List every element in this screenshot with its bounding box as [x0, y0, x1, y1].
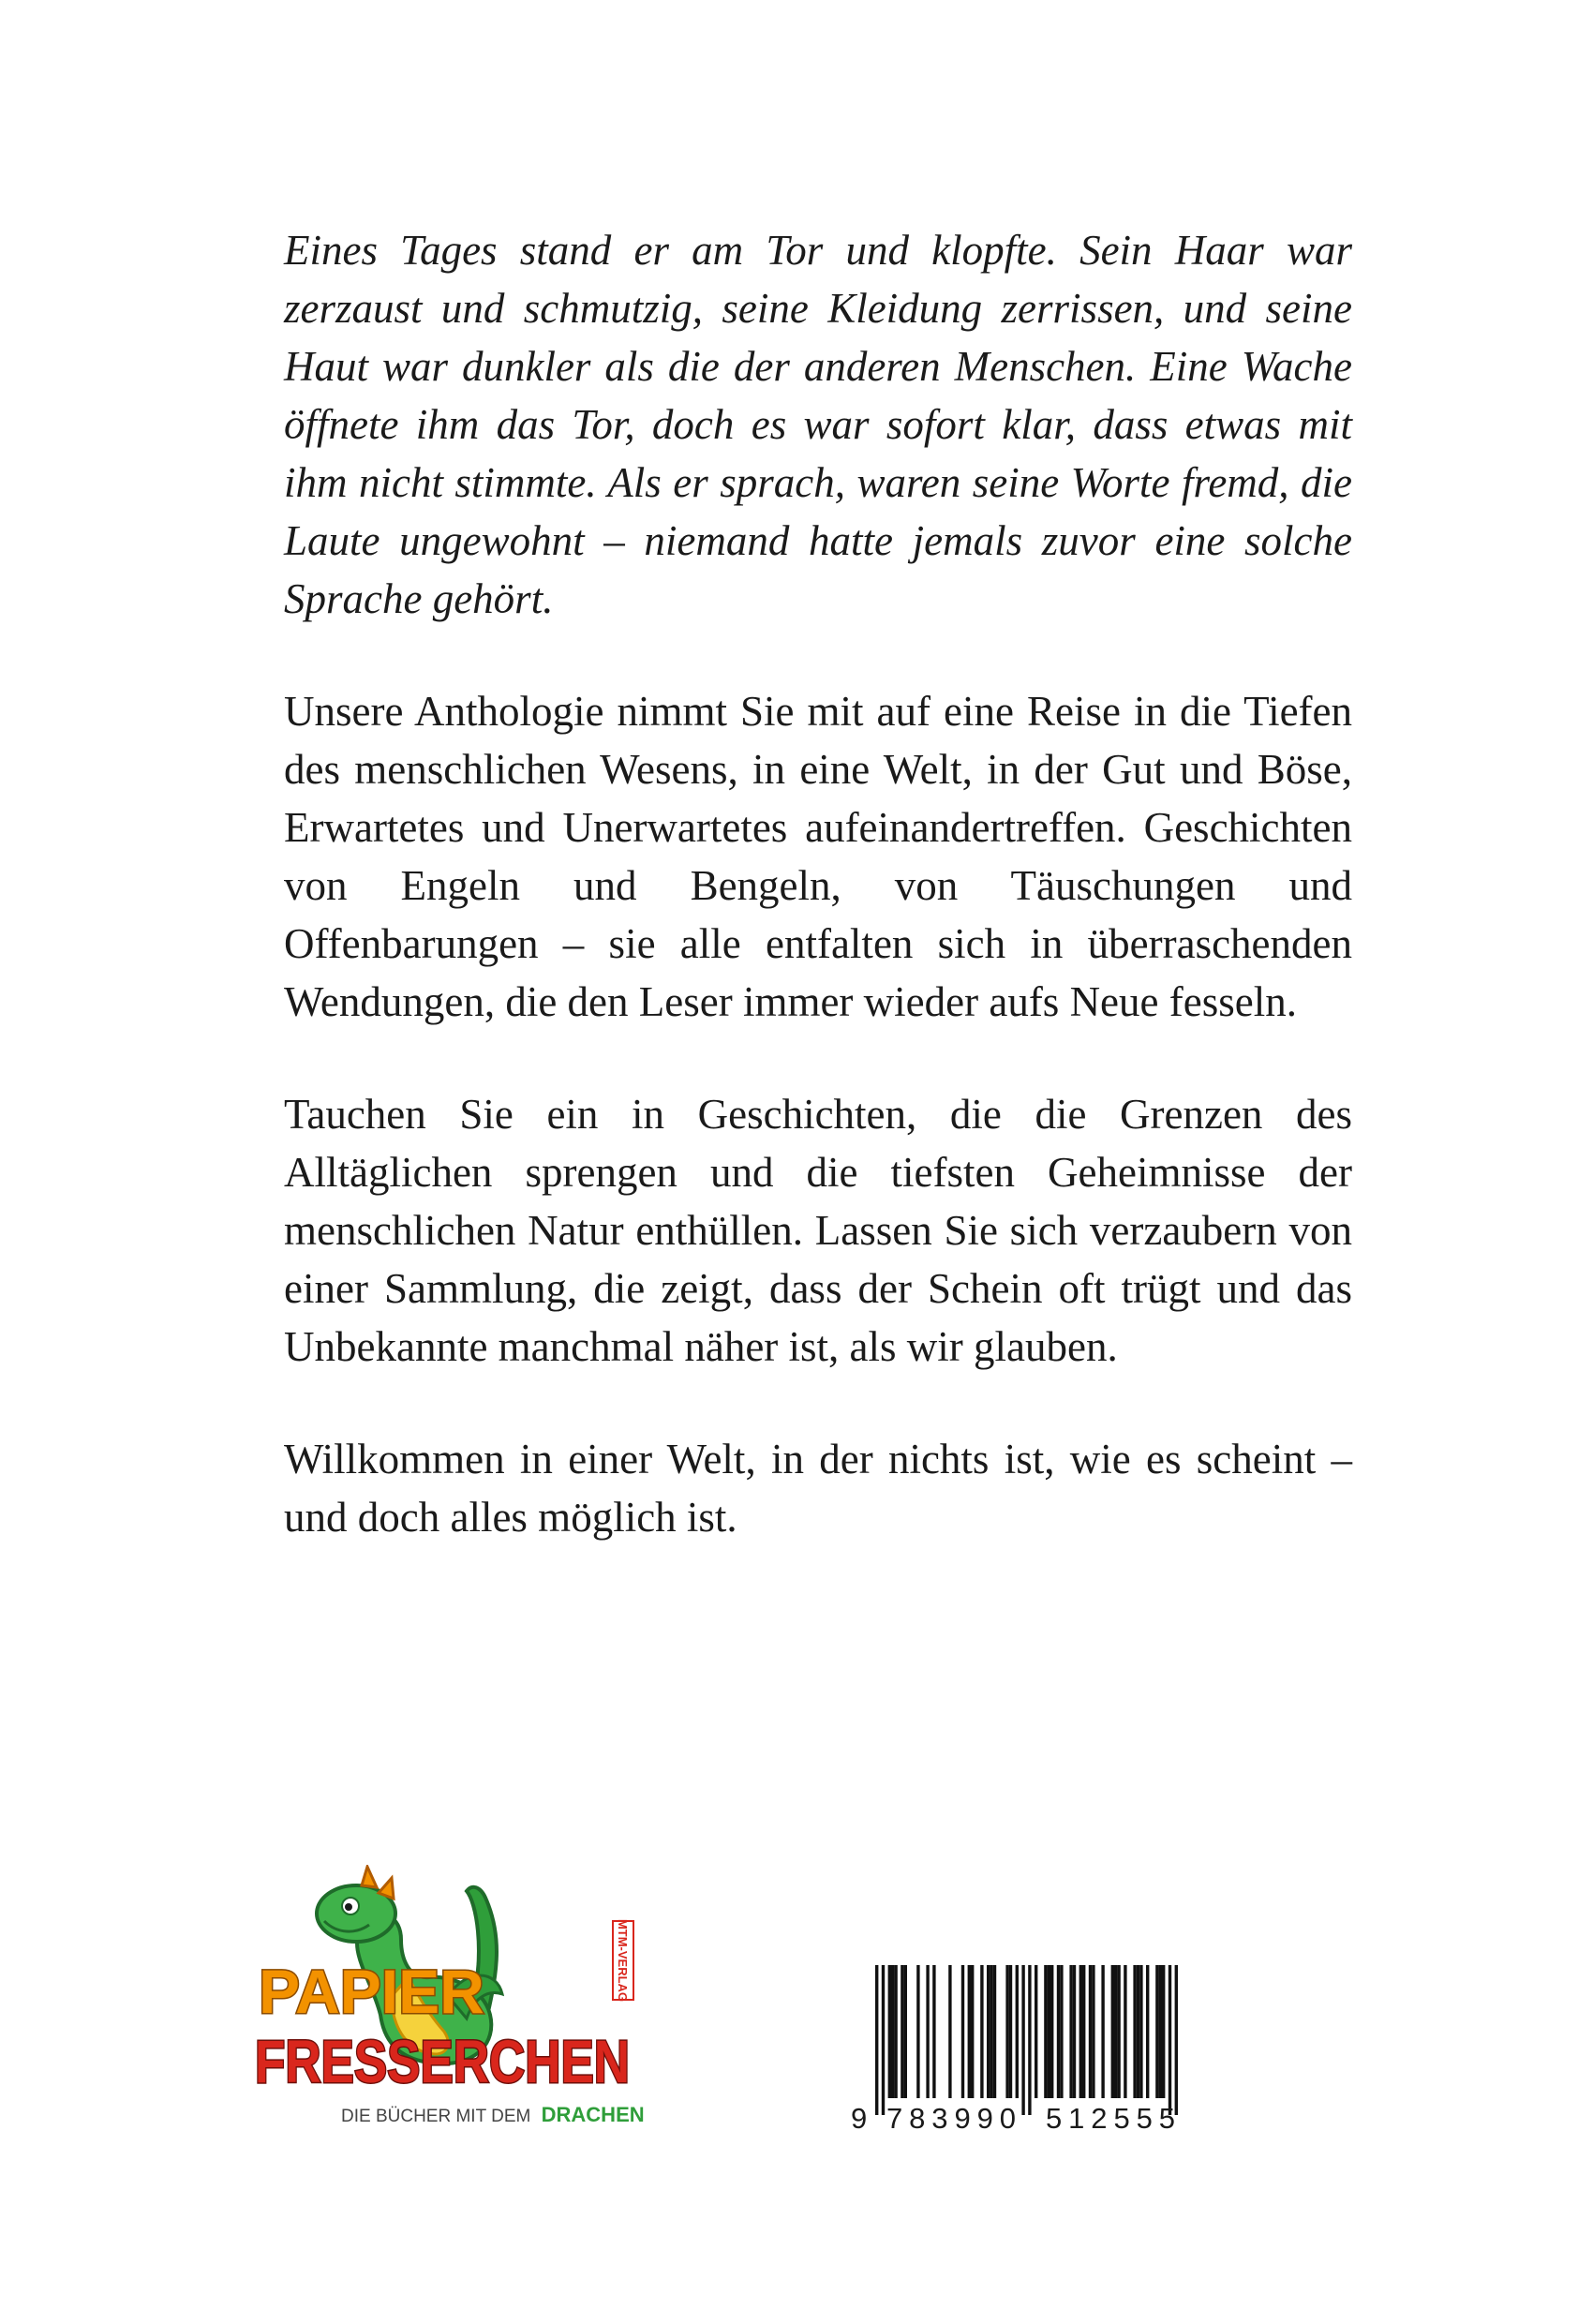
barcode-bar [1117, 1965, 1120, 2098]
barcode-bar [1092, 1965, 1094, 2098]
barcode-bar [1005, 1965, 1008, 2098]
isbn-barcode [847, 1963, 1222, 2141]
barcode-bar [894, 1965, 897, 2098]
barcode-bar [1069, 1965, 1072, 2098]
barcode-bar [1137, 1965, 1139, 2098]
barcode-bar [1073, 1965, 1076, 2098]
barcode-bar [1021, 1965, 1024, 2115]
barcode-bar [1050, 1965, 1053, 2098]
barcode-bar [1016, 1965, 1019, 2098]
barcode-bar [1162, 1965, 1165, 2098]
barcode-bar [980, 1965, 983, 2098]
barcode-bar [1175, 1965, 1178, 2115]
barcode-bar [1159, 1965, 1162, 2098]
back-cover-text [284, 221, 1352, 1601]
barcode-bar [1089, 1965, 1092, 2098]
teaser-paragraph: Eines Tages stand er am Tor und klopfte. Sein Haar war zerzaust und schmutzig, seine Kleidung zerrissen, und seine Haut war dunkler als die der anderen Menschen. Eine Wache öffnete ihm das Tor, doch es war sofort klar, dass etwas mit ihm nicht stimmte. Als er sprach, waren seine Worte fremd, die Laute ungewohnt – niemand hatte jemals zuvor eine solche Sprache gehört. [284, 227, 1352, 622]
publisher-tagline-prefix: DIE BÜCHER MIT DEM [341, 2107, 531, 2126]
barcode-bar [990, 1965, 992, 2098]
publisher-tagline-highlight: DRACHEN [541, 2103, 645, 2126]
barcode-bar [1035, 1965, 1037, 2098]
barcode-bar [993, 1965, 996, 2098]
barcode-bars [875, 1965, 1178, 2115]
barcode-bar [888, 1965, 891, 2098]
publisher-logo [251, 1865, 663, 2137]
barcode-digits-right: 512555 [1046, 2102, 1175, 2135]
barcode-bar [882, 1965, 885, 2115]
barcode-digit-first: 9 [851, 2102, 868, 2135]
barcode-bar [1057, 1965, 1060, 2098]
barcode-bar [926, 1965, 929, 2098]
barcode-bar [1133, 1965, 1136, 2098]
description-paragraph-1: Unsere Anthologie nimmt Sie mit auf eine Reise in die Tiefen des menschlichen Wesens, in eine Welt, in der Gut und Böse, Erwartetes und Unerwartetes aufeinandertreffen. Geschichten von Engeln und Bengeln, von Täuschungen und Offenbarungen – sie alle entfalten sich in überraschenden Wendungen, die den Leser immer wieder aufs Neue fesseln. [284, 688, 1352, 1025]
barcode-bar [1060, 1965, 1063, 2098]
barcode-bar [968, 1965, 971, 2098]
barcode-bar [948, 1965, 951, 2098]
barcode-digits-left: 783990 [886, 2102, 1016, 2135]
barcode-bar [1169, 1965, 1171, 2115]
barcode-bar [1155, 1965, 1158, 2098]
barcode-bar [1048, 1965, 1050, 2098]
barcode-bar [1101, 1965, 1104, 2098]
barcode-bar [901, 1965, 903, 2098]
description-paragraph-2: Tauchen Sie ein in Geschichten, die die Grenzen des Alltäglichen sprengen und die tiefsten Geheimnisse der menschlichen Natur enthüllen. Lassen Sie sich verzaubern von einer Sammlung, die zeigt, dass der Schein oft trügt und das Unbekannte manchmal näher ist, als wir glauben. [284, 1091, 1352, 1370]
imprint-label: MTM-VERLAG [616, 1918, 630, 2003]
barcode-bar [1082, 1965, 1085, 2098]
publisher-name-line-1: PAPIER [259, 1957, 484, 2026]
barcode-bar [904, 1965, 907, 2098]
barcode-bar [1111, 1965, 1114, 2098]
barcode-bar [1028, 1965, 1031, 2115]
barcode-bar [961, 1965, 964, 2098]
publisher-tagline [341, 2103, 645, 2126]
barcode-bar [987, 1965, 990, 2098]
barcode-bar [932, 1965, 935, 2098]
barcode-bar [1146, 1965, 1149, 2098]
barcode-bar [1114, 1965, 1117, 2098]
barcode-bar [916, 1965, 919, 2098]
barcode-bar [971, 1965, 974, 2098]
barcode-bar [1009, 1965, 1012, 2098]
barcode-bar [1079, 1965, 1082, 2098]
barcode-bar [1124, 1965, 1126, 2098]
publisher-name-line-2: FRESSERCHEN [255, 2028, 630, 2095]
description-paragraph-3: Willkommen in einer Welt, in der nichts ist, wie es scheint – und doch alles möglich ist. [284, 1436, 1352, 1541]
barcode-bar [891, 1965, 894, 2098]
barcode-bar [875, 1965, 878, 2115]
barcode-bar [1139, 1965, 1142, 2098]
barcode-bar [1044, 1965, 1047, 2098]
